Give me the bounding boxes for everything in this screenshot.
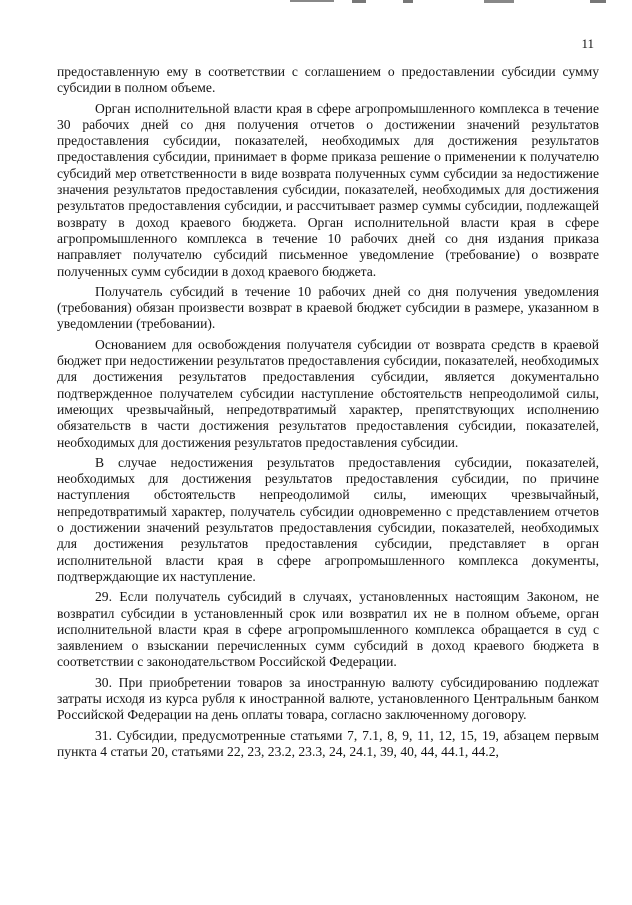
paragraph-exemption-grounds: Основанием для освобождения получателя субсидии от возврата средств в краевой бюджет при недостижении результатов предоставления субсидии, показателей, необходимых для достижения результатов предоставления субсидии, является документально подтвержденное получателем субсидии наступление обстоятельств непреодолимой силы, имеющих чрезвычайный, непредотвратимый характер, препятствующих исполнению обязательств в части достижения результатов предоставления субсидии, показателей, необходимых для достижения результатов предоставления субсидии. [57,336,599,450]
paragraph-clause-31: 31. Субсидии, предусмотренные статьями 7, 7.1, 8, 9, 11, 12, 15, 19, абзацем первым пункта 4 статьи 20, статьями 22, 23, 23.2, 23.3, 24, 24.1, 39, 40, 44, 44.1, 44.2, [57,727,599,759]
paragraph-continuation: предоставленную ему в соответствии с соглашением о предоставлении субсидии сумму субсидии в полном объеме. [57,64,599,96]
scan-edge-marks [0,0,632,8]
paragraph-clause-30: 30. При приобретении товаров за иностранную валюту субсидированию подлежат затраты исходя из курса рубля к иностранной валюте, установленного Центральным банком Российской Федерации на день оплаты товара, согласно заключенному договору. [57,674,599,723]
paragraph-responsibility-measures: Орган исполнительной власти края в сфере агропромышленного комплекса в течение 30 рабочих дней со дня получения отчетов о достижении значений результатов предоставления субсидии, показателей, необходимых для достижения результатов предоставления субсидии, принимает в форме приказа решение о применении к получателю субсидий мер ответственности в виде возврата полученных сумм субсидии за недостижение значения результатов предоставления субсидии, показателей, необходимых для достижения результатов предоставления субсидии, и рассчитывает размер суммы субсидии, подлежащей возврату в доход краевого бюджета. Орган исполнительной власти края в сфере агропромышленного комплекса в течение 10 рабочих дней со дня издания приказа направляет получателю субсидий письменное уведомление (требование) о возврате полученных сумм субсидии в доход краевого бюджета. [57,100,599,279]
paragraph-clause-29: 29. Если получатель субсидий в случаях, установленных настоящим Законом, не возвратил субсидии в установленный срок или возвратил их не в полном объеме, орган исполнительной власти края в сфере агропромышленного комплекса обращается в суд с заявлением о взыскании перечисленных сумм субсидий в доход краевого бюджета в соответствии с законодательством Российской Федерации. [57,589,599,670]
document-body [57,64,599,764]
paragraph-return-obligation: Получатель субсидий в течение 10 рабочих дней со дня получения уведомления (требования) обязан произвести возврат в краевой бюджет субсидии в размере, указанном в уведомлении (требовании). [57,283,599,332]
page-number: 11 [581,36,594,51]
paragraph-force-majeure: В случае недостижения результатов предоставления субсидии, показателей, необходимых для достижения результатов предоставления субсидии, по причине наступления обстоятельств непреодолимой силы, имеющих чрезвычайный, непредотвратимый характер, получатель субсидии одновременно с представлением отчетов о достижении значений результатов предоставления субсидии, показателей, необходимых для достижения результатов предоставления субсидии, представляет в орган исполнительной власти края в сфере агропромышленного комплекса документы, подтверждающие их наступление. [57,454,599,584]
